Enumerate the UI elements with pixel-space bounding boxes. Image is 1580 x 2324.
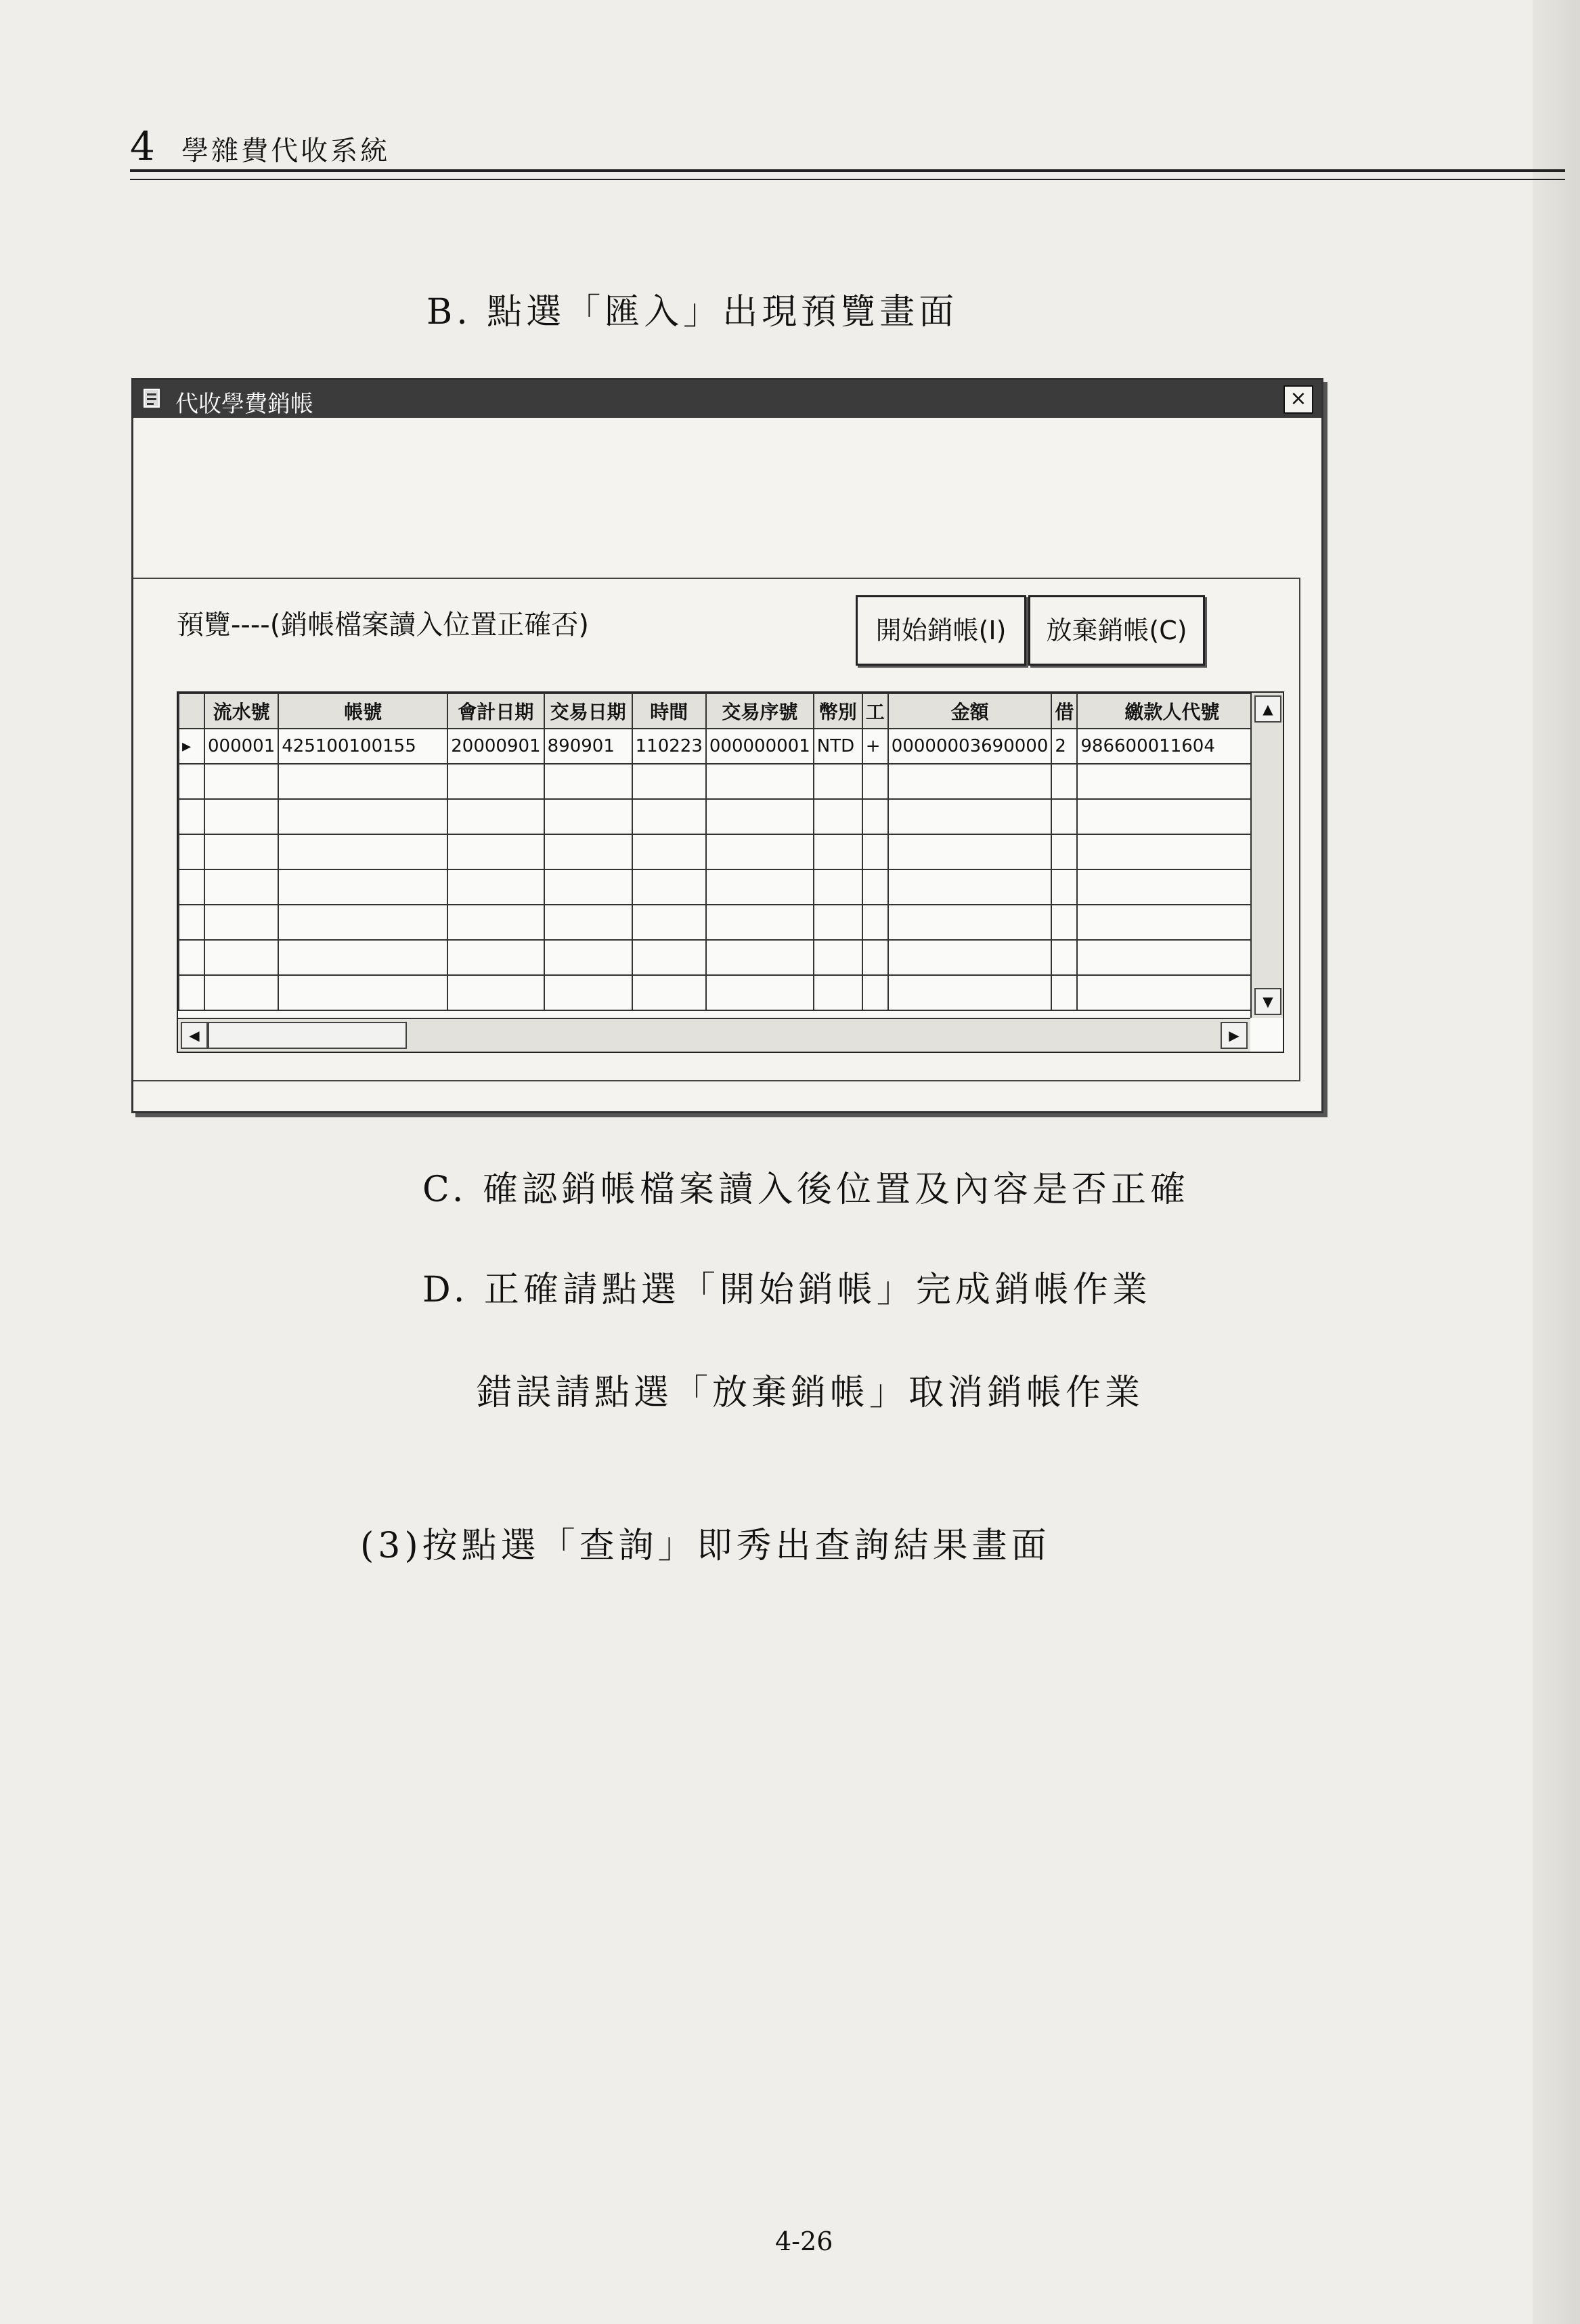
scan-edge: [1533, 0, 1580, 2324]
row-selector-header: [179, 693, 204, 729]
cell-payer-code[interactable]: 986600011604: [1077, 729, 1267, 764]
cell-serial[interactable]: 000001: [204, 729, 278, 764]
cell-amount[interactable]: 00000003690000: [888, 729, 1052, 764]
col-time[interactable]: 時間: [632, 693, 706, 729]
col-currency[interactable]: 幣別: [814, 693, 862, 729]
col-serial[interactable]: 流水號: [204, 693, 278, 729]
table-row[interactable]: [179, 799, 1267, 834]
start-settlement-button[interactable]: 開始銷帳(I): [856, 595, 1026, 666]
table-row[interactable]: [179, 975, 1267, 1010]
cell-accounting-date[interactable]: 20000901: [447, 729, 544, 764]
col-debit[interactable]: 借: [1051, 693, 1077, 729]
table-row[interactable]: [179, 940, 1267, 975]
col-accounting-date[interactable]: 會計日期: [447, 693, 544, 729]
dialog-title: 代收學費銷帳: [175, 391, 313, 418]
cell-transaction-date[interactable]: 890901: [544, 729, 632, 764]
page-header: [130, 123, 390, 169]
chapter-number: 4: [130, 123, 155, 169]
header-rule-thin: [130, 179, 1565, 180]
col-account[interactable]: 帳號: [278, 693, 447, 729]
step-c: C. 確認銷帳檔案讀入後位置及內容是否正確: [422, 1169, 1189, 1210]
step-3: (3)按點選「查詢」即秀出查詢結果畫面: [360, 1526, 1051, 1566]
cell-work[interactable]: +: [862, 729, 888, 764]
horizontal-scrollbar[interactable]: [178, 1018, 1250, 1052]
table-row[interactable]: [179, 834, 1267, 869]
app-icon: [143, 387, 163, 410]
vertical-scrollbar[interactable]: [1250, 693, 1283, 1018]
step-b: B. 點選「匯入」出現預覽畫面: [426, 292, 959, 332]
scroll-up-icon[interactable]: ▲: [1254, 695, 1281, 723]
horizontal-scroll-thumb[interactable]: [208, 1022, 407, 1049]
cell-account[interactable]: 425100100155: [278, 729, 447, 764]
step-d-alt: 錯誤請點選「放棄銷帳」取消銷帳作業: [477, 1373, 1145, 1413]
scroll-right-icon[interactable]: ▶: [1221, 1022, 1248, 1049]
cell-debit[interactable]: 2: [1051, 729, 1077, 764]
col-work[interactable]: 工: [862, 693, 888, 729]
col-payer-code[interactable]: 繳款人代號: [1077, 693, 1267, 729]
table-row[interactable]: [179, 905, 1267, 940]
cell-currency[interactable]: NTD: [814, 729, 862, 764]
page-number: 4-26: [775, 2226, 833, 2256]
close-button[interactable]: ×: [1283, 385, 1313, 414]
row-selector-arrow: ▸: [179, 729, 204, 764]
settlement-dialog: [131, 378, 1323, 1113]
preview-grid[interactable]: [177, 691, 1284, 1053]
preview-table: [178, 693, 1267, 1011]
cell-time[interactable]: 110223: [632, 729, 706, 764]
scroll-left-icon[interactable]: ◀: [181, 1022, 208, 1049]
col-amount[interactable]: 金額: [888, 693, 1052, 729]
col-transaction-date[interactable]: 交易日期: [544, 693, 632, 729]
scroll-down-icon[interactable]: ▼: [1254, 988, 1281, 1015]
chapter-title: 學雜費代收系統: [181, 135, 391, 167]
cell-transaction-seq[interactable]: 000000001: [706, 729, 814, 764]
step-d: D. 正確請點選「開始銷帳」完成銷帳作業: [422, 1270, 1151, 1310]
col-transaction-seq[interactable]: 交易序號: [706, 693, 814, 729]
preview-label: 預覽----(銷帳檔案讀入位置正確否): [177, 609, 589, 641]
cancel-settlement-button[interactable]: 放棄銷帳(C): [1028, 595, 1205, 666]
table-row[interactable]: [179, 764, 1267, 799]
dialog-titlebar: [133, 380, 1321, 418]
header-row: [179, 693, 1267, 729]
table-row[interactable]: [179, 869, 1267, 905]
table-row[interactable]: [179, 729, 1267, 764]
header-rule: [130, 169, 1565, 172]
